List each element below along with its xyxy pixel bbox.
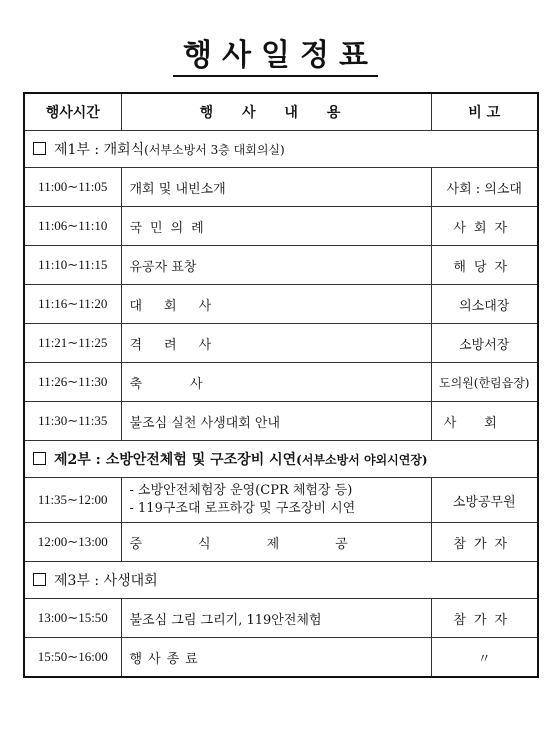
header-row [24,93,538,131]
schedule-table [23,92,539,678]
time-cell: 11:10∼11:15 [24,246,121,285]
time-cell: 11:21∼11:25 [24,324,121,363]
table-row [24,402,538,441]
content-cell [121,478,431,523]
table-row [24,285,538,324]
table-row [24,207,538,246]
section-row [24,562,538,599]
content-cell: 대회사 [121,285,431,324]
header-content: 행 사 내 용 [121,93,431,131]
table-row [24,324,538,363]
table-row [24,168,538,207]
table-row [24,246,538,285]
note-cell: 의소대장 [431,285,538,324]
section-title: 제3부 : 사생대회 [54,573,158,589]
checkbox-icon [33,452,46,465]
content-cell: 격려사 [121,324,431,363]
note-cell: 사회 : 의소대 [431,168,538,207]
content-line: - 소방안전체험장 운영(CPR 체험장 등) [129,483,353,498]
time-cell: 13:00∼15:50 [24,599,121,638]
time-cell: 12:00∼13:00 [24,523,121,562]
content-line: - 119구조대 로프하강 및 구조장비 시연 [129,501,356,516]
table-row [24,599,538,638]
note-cell: 해당자 [431,246,538,285]
section-location: (서부소방서 3층 대회의실) [144,143,285,157]
content-cell: 중식제공 [121,523,431,562]
content-cell: 행사종료 [121,638,431,678]
note-cell: 소방서장 [431,324,538,363]
section-title: 제2부 : 소방안전체험 및 구조장비 시연 [54,452,297,468]
time-cell: 11:26∼11:30 [24,363,121,402]
time-cell: 11:06∼11:10 [24,207,121,246]
time-cell: 15:50∼16:00 [24,638,121,678]
content-cell: 유공자 표창 [121,246,431,285]
note-cell: 소방공무원 [431,478,538,523]
checkbox-icon [33,573,46,586]
note-cell: 참가자 [431,599,538,638]
time-cell: 11:35∼12:00 [24,478,121,523]
note-cell: 〃 [431,638,538,678]
content-cell: 축사 [121,363,431,402]
content-cell: 개회 및 내빈소개 [121,168,431,207]
header-time: 행사시간 [24,93,121,131]
note-cell: 참가자 [431,523,538,562]
content-cell: 불조심 실천 사생대회 안내 [121,402,431,441]
time-cell: 11:00∼11:05 [24,168,121,207]
time-cell: 11:30∼11:35 [24,402,121,441]
note-cell: 사회 [431,402,538,441]
time-cell: 11:16∼11:20 [24,285,121,324]
section-title: 제1부 : 개회식 [54,142,145,158]
page-title: 행사일정표 [0,30,551,74]
checkbox-icon [33,142,46,155]
table-row [24,638,538,678]
content-cell: 국민의례 [121,207,431,246]
note-cell: 도의원(한림읍장) [431,363,538,402]
section-row [24,131,538,168]
content-cell: 불조심 그림 그리기, 119안전체험 [121,599,431,638]
header-note: 비 고 [431,93,538,131]
table-row [24,523,538,562]
table-row [24,363,538,402]
table-row [24,478,538,523]
section-row [24,441,538,478]
section-location: (서부소방서 야외시연장) [296,453,428,467]
note-cell: 사회자 [431,207,538,246]
